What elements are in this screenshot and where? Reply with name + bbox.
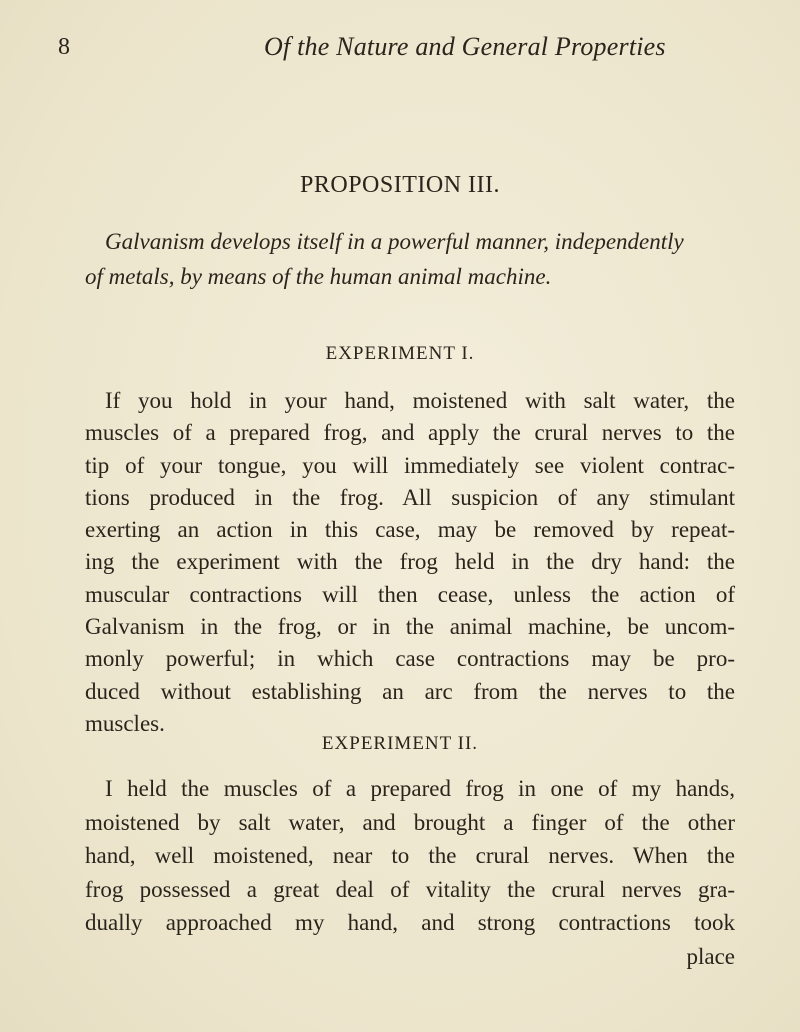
text-line: dually approached my hand, and strong contractions took [85,910,735,935]
text-line: muscles. [85,710,165,736]
text-line: muscles of a prepared frog, and apply the crural nerves to the [85,420,735,446]
experiment-2-heading: EXPERIMENT II. [321,733,479,754]
running-title: Of the Nature and General Properties [264,32,666,61]
text-line: ing the experiment with the frog held in the dry hand: the [85,549,735,575]
text-line: exerting an action in this case, may be removed by repeat- [85,517,735,543]
experiment-1-paragraph [85,385,735,740]
text-line: Galvanism in the frog, or in the animal machine, be uncom- [85,614,735,640]
proposition-line: of metals, by means of the human animal machine. [85,264,552,289]
text-line: tip of your tongue, you will immediately see violent contrac- [85,452,735,478]
proposition-heading: PROPOSITION III. [300,172,500,198]
text-line: hand, well moistened, near to the crural nerves. When the [85,843,735,868]
text-line: I held the muscles of a prepared frog in one of my hands, [105,776,735,801]
text-line: muscular contractions will then cease, unless the action of [85,581,735,607]
text-line: frog possessed a great deal of vitality the crural nerves gra- [85,876,735,902]
page-number: 8 [58,34,70,60]
experiment-1-heading: EXPERIMENT I. [325,343,475,364]
text-line: If you hold in your hand, moistened with salt water, the [105,388,735,413]
text-line: duced without establishing an arc from the nerves to the [85,678,735,704]
text-line: place [686,943,735,969]
proposition-statement [85,224,725,294]
text-line: tions produced in the frog. All suspicion of any stimulant [85,484,735,510]
running-head [58,30,758,70]
proposition-line: Galvanism develops itself in a powerful manner, independently [105,229,684,254]
text-line: moistened by salt water, and brought a finger of the other [85,809,735,835]
text-line: monly powerful; in which case contractions may be pro- [85,646,735,672]
experiment-2-paragraph [85,772,735,973]
